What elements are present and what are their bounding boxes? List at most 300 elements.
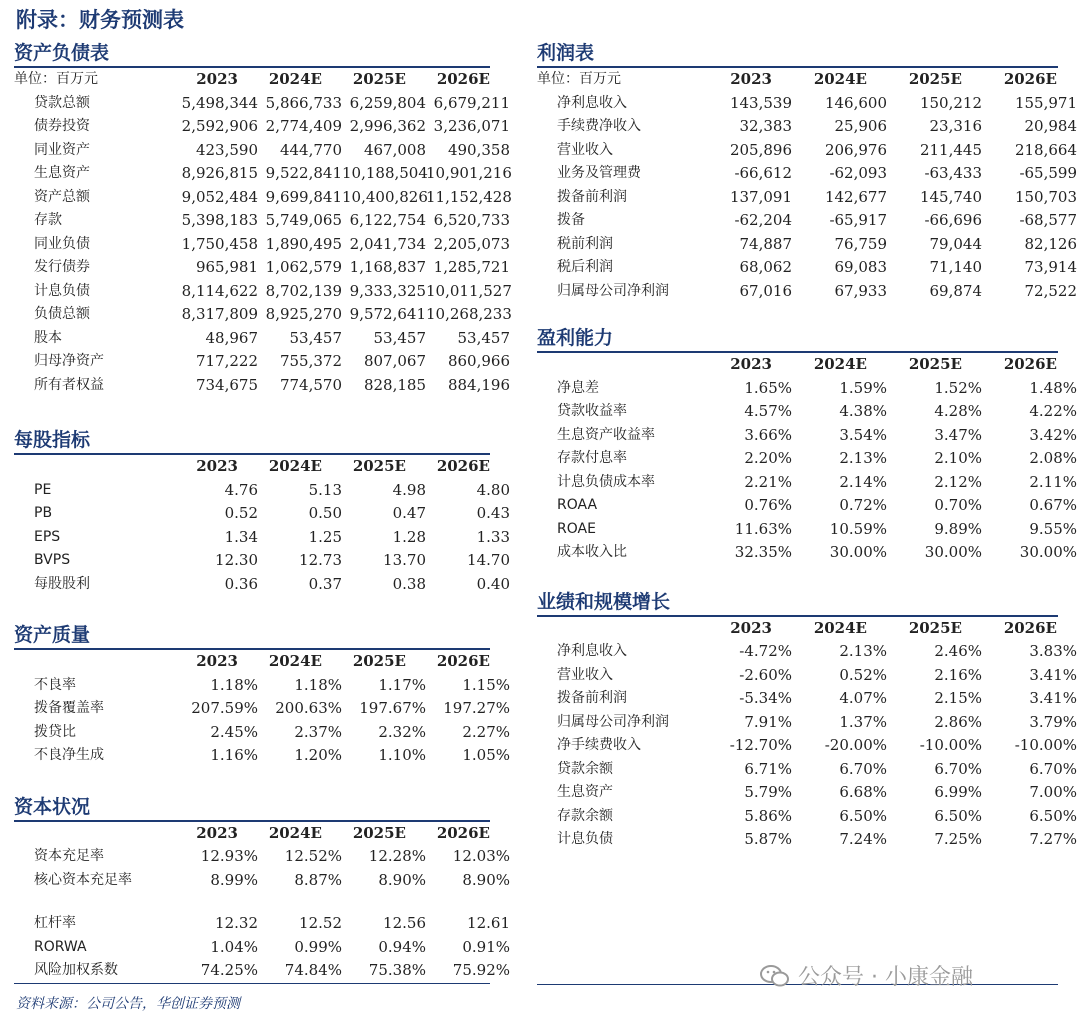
value-cell: 11.63%	[734, 519, 792, 538]
row-label: 归母净资产	[34, 353, 104, 369]
row-label: ROAE	[557, 520, 596, 537]
table-row	[537, 280, 1077, 304]
value-cell: 4.38%	[839, 402, 887, 420]
value-cell: 828,185	[363, 375, 426, 394]
row-label: 存款余额	[557, 807, 613, 824]
header-cell: 2024E	[813, 70, 867, 88]
value-cell: -62,093	[829, 164, 887, 182]
value-cell: 2.37%	[294, 722, 342, 741]
row-label: 存款	[34, 212, 62, 228]
value-cell: 4.07%	[839, 689, 887, 707]
value-cell: 7.91%	[744, 712, 792, 731]
row-label: 生息资产	[34, 165, 90, 181]
value-cell: 4.57%	[744, 402, 792, 420]
source-note: 资料来源：公司公告，华创证券预测	[16, 996, 240, 1012]
table-row	[537, 377, 1077, 401]
table-row	[14, 549, 510, 573]
value-cell: 755,372	[279, 352, 342, 370]
value-cell: 2.08%	[1029, 449, 1077, 467]
value-cell: 200.63%	[275, 699, 342, 717]
value-cell: 67,933	[834, 281, 887, 300]
value-cell: 5,749,065	[265, 211, 342, 229]
table-row	[537, 115, 1077, 139]
table-row	[537, 664, 1077, 688]
value-cell: 2,041,734	[349, 234, 426, 253]
value-cell: 2.10%	[934, 449, 982, 467]
table-row	[14, 280, 512, 304]
header-row	[537, 353, 1058, 377]
value-cell: 0.99%	[294, 937, 342, 956]
value-cell: 884,196	[447, 375, 510, 394]
value-cell: 9.89%	[934, 519, 982, 538]
value-cell: 68,062	[739, 258, 792, 276]
value-cell: 1.15%	[462, 675, 510, 694]
value-cell: 12.28%	[368, 847, 426, 865]
table-row	[14, 674, 510, 698]
value-cell: 205,896	[729, 140, 792, 159]
value-cell: 2.46%	[934, 642, 982, 660]
table-row	[14, 936, 510, 960]
value-cell: 1.37%	[839, 712, 887, 731]
value-cell: 2,774,409	[265, 117, 342, 135]
value-cell: 1.05%	[462, 746, 510, 764]
value-cell: 0.43	[476, 504, 510, 522]
value-cell: -65,917	[829, 211, 887, 229]
value-cell: 10.59%	[829, 519, 887, 538]
value-cell: 6.99%	[934, 783, 982, 801]
row-label: 生息资产收益率	[557, 426, 655, 443]
row-label: 税前利润	[557, 235, 613, 252]
value-cell: -68,577	[1019, 211, 1077, 229]
value-cell: 490,358	[447, 140, 510, 159]
value-cell: -66,696	[924, 211, 982, 229]
value-cell: 12.61	[467, 914, 510, 932]
value-cell: 23,316	[929, 117, 982, 135]
table-row	[14, 115, 510, 139]
header-blank	[537, 617, 677, 641]
value-cell: 1,285,721	[433, 258, 510, 276]
header-cell: 2023	[196, 457, 238, 475]
table-row	[14, 526, 510, 550]
value-cell: 6,679,211	[433, 93, 510, 112]
table-row	[537, 256, 1077, 280]
value-cell: 48,967	[205, 328, 258, 347]
value-cell: 69,083	[834, 258, 887, 276]
header-cell: 2025E	[908, 355, 962, 373]
header-cell: 2025E	[352, 70, 406, 88]
value-cell: 146,600	[824, 93, 887, 112]
table-row	[14, 479, 510, 503]
value-cell: 1.33	[476, 527, 510, 546]
value-cell: 6.50%	[1029, 806, 1077, 825]
value-cell: 1.18%	[294, 675, 342, 694]
value-cell: -62,204	[734, 211, 792, 229]
value-cell: -20.00%	[824, 736, 887, 754]
table-row	[14, 327, 510, 351]
value-cell: 1.20%	[294, 746, 342, 764]
value-cell: 7.24%	[839, 830, 887, 848]
value-cell: 2.21%	[744, 472, 792, 491]
value-cell: 1,890,495	[265, 234, 342, 253]
value-cell: 7.00%	[1029, 783, 1077, 801]
value-cell: 860,966	[447, 352, 510, 370]
row-label: 资产总额	[34, 188, 90, 205]
section-title: 资本状况	[14, 795, 91, 818]
row-label: 发行债券	[34, 259, 90, 275]
value-cell: 1.16%	[210, 746, 258, 764]
row-label: PE	[34, 481, 52, 498]
value-cell: -12.70%	[729, 736, 792, 754]
value-cell: 206,976	[824, 140, 887, 159]
value-cell: 12.73	[299, 551, 342, 569]
watermark-text: 公众号 · 小康金融	[798, 965, 973, 990]
value-cell: 1.28	[392, 527, 426, 546]
row-label: 成本收入比	[557, 544, 627, 560]
table-body	[537, 640, 1077, 852]
value-cell: 73,914	[1024, 258, 1077, 276]
value-cell: 0.52	[224, 504, 258, 522]
value-cell: 3.42%	[1029, 425, 1077, 444]
header-cell: 2025E	[908, 618, 962, 637]
value-cell: 0.67%	[1029, 496, 1077, 514]
value-cell: 10,011,527	[426, 281, 512, 300]
value-cell: 1.48%	[1029, 378, 1077, 397]
value-cell: 150,703	[1014, 187, 1077, 206]
row-label: 拨备覆盖率	[34, 700, 104, 716]
row-label: 拨备前利润	[557, 690, 627, 706]
value-cell: 807,067	[363, 352, 426, 370]
table-row	[14, 869, 510, 893]
row-label: 每股股利	[34, 575, 90, 592]
value-cell: 6,259,804	[349, 93, 426, 112]
value-cell: 3,236,071	[433, 117, 510, 135]
header-blank	[14, 822, 154, 846]
table-row	[537, 447, 1077, 471]
value-cell: 2,592,906	[181, 117, 258, 135]
value-cell: 207.59%	[191, 699, 258, 717]
row-label: 拨备	[557, 212, 585, 228]
table-row	[14, 256, 510, 280]
table-row	[537, 233, 1077, 257]
value-cell: 2.27%	[462, 722, 510, 741]
growth-section	[537, 589, 1077, 852]
value-cell: 0.38	[392, 574, 426, 593]
value-cell: 69,874	[929, 281, 982, 300]
value-cell: 2,996,362	[349, 117, 426, 135]
table-row	[537, 92, 1077, 116]
row-label: 拨贷比	[34, 723, 76, 740]
section-title: 资产负债表	[14, 42, 110, 64]
header-cell: 2023	[730, 355, 772, 373]
row-label: 手续费净收入	[557, 118, 641, 134]
row-label: 税后利润	[557, 259, 613, 275]
value-cell: 2.14%	[839, 472, 887, 491]
table-row	[537, 734, 1077, 758]
table-row	[14, 92, 510, 116]
value-cell: 8.99%	[210, 870, 258, 889]
value-cell: 2.45%	[210, 722, 258, 741]
header-row	[537, 617, 1058, 641]
row-label: 贷款总额	[34, 94, 90, 111]
table-row	[537, 400, 1077, 424]
value-cell: -5.34%	[739, 689, 792, 707]
value-cell: 2.32%	[378, 722, 426, 741]
table-row	[14, 303, 512, 327]
section-title: 利润表	[537, 42, 595, 64]
header-cell: 2026E	[436, 823, 490, 842]
value-cell: 74,887	[739, 234, 792, 253]
table-row	[14, 162, 512, 186]
row-label: 杠杆率	[34, 915, 76, 931]
value-cell: -4.72%	[739, 642, 792, 660]
row-label: 贷款收益率	[557, 403, 627, 419]
row-label: PB	[34, 505, 53, 521]
header-cell: 2024E	[813, 355, 867, 373]
value-cell: 6.71%	[744, 759, 792, 778]
value-cell: 3.66%	[744, 425, 792, 444]
value-cell: 7.27%	[1029, 830, 1077, 848]
value-cell: 53,457	[289, 328, 342, 347]
value-cell: 2.86%	[934, 712, 982, 731]
header-row	[14, 455, 490, 479]
value-cell: 6.70%	[934, 759, 982, 778]
row-label: 核心资本充足率	[34, 871, 132, 888]
value-cell: 6,520,733	[433, 211, 510, 229]
table-row	[14, 209, 510, 233]
value-cell: 6,122,754	[349, 211, 426, 229]
section-bottom-rule	[14, 983, 490, 984]
header-cell: 2023	[730, 618, 772, 637]
value-cell: 10,188,504	[342, 164, 428, 182]
value-cell: 4.22%	[1029, 402, 1077, 420]
spacer-row	[14, 892, 490, 912]
value-cell: 53,457	[373, 328, 426, 347]
row-label: 同业资产	[34, 141, 90, 158]
value-cell: 444,770	[279, 140, 342, 159]
table-row	[537, 139, 1077, 163]
header-blank	[14, 650, 154, 674]
value-cell: 1,062,579	[265, 258, 342, 276]
value-cell: 12.52	[299, 914, 342, 932]
value-cell: 4.28%	[934, 402, 982, 420]
row-label: RORWA	[34, 938, 87, 955]
value-cell: 3.54%	[839, 425, 887, 444]
value-cell: 142,677	[824, 187, 887, 206]
balance-sheet-section	[14, 40, 512, 397]
value-cell: 14.70	[467, 551, 510, 569]
table-row	[537, 162, 1077, 186]
row-label: 所有者权益	[34, 376, 104, 393]
value-cell: 13.70	[383, 551, 426, 569]
value-cell: 1,750,458	[181, 234, 258, 253]
section-title: 盈利能力	[537, 327, 614, 349]
right-column	[537, 40, 1077, 852]
value-cell: 4.98	[392, 480, 426, 499]
value-cell: 1.04%	[210, 937, 258, 956]
value-cell: 3.41%	[1029, 665, 1077, 684]
value-cell: 1.59%	[839, 378, 887, 397]
header-cell: 2026E	[436, 652, 490, 670]
value-cell: 10,400,826	[342, 187, 428, 206]
table-row	[14, 959, 510, 983]
value-cell: 1.17%	[378, 675, 426, 694]
row-label: 计息负债成本率	[557, 473, 655, 490]
row-label: 净息差	[557, 379, 599, 396]
value-cell: 467,008	[363, 140, 426, 159]
value-cell: 2.12%	[934, 472, 982, 491]
value-cell: 0.37	[308, 574, 342, 593]
value-cell: 8,114,622	[181, 281, 258, 300]
table-body	[537, 377, 1077, 565]
table-row	[537, 805, 1077, 829]
value-cell: 8,926,815	[181, 164, 258, 182]
value-cell: 6.50%	[839, 806, 887, 825]
value-cell: 0.47	[392, 504, 426, 522]
header-cell: 2025E	[908, 70, 962, 88]
table-row	[537, 518, 1077, 542]
table-row	[537, 186, 1077, 210]
row-label: EPS	[34, 528, 61, 545]
value-cell: 1.18%	[210, 675, 258, 694]
value-cell: 12.30	[215, 551, 258, 569]
profitability-section	[537, 325, 1077, 565]
row-label: 风险加权系数	[34, 962, 118, 978]
value-cell: -10.00%	[1014, 736, 1077, 754]
row-label: 不良净生成	[34, 747, 104, 763]
row-label: 贷款余额	[557, 760, 613, 777]
value-cell: 53,457	[457, 328, 510, 347]
table-row	[14, 139, 510, 163]
table-row	[537, 424, 1077, 448]
table-body	[537, 92, 1077, 304]
header-cell: 2026E	[1003, 355, 1057, 373]
row-label: 不良率	[34, 676, 76, 693]
row-label: 股本	[34, 329, 62, 346]
value-cell: 9.55%	[1029, 519, 1077, 538]
header-row	[14, 68, 490, 92]
table-row	[537, 494, 1077, 518]
value-cell: 1.52%	[934, 378, 982, 397]
header-cell: 2026E	[436, 457, 490, 475]
header-blank	[537, 353, 677, 377]
value-cell: -65,599	[1019, 164, 1077, 182]
header-cell: 2023	[196, 823, 238, 842]
value-cell: 143,539	[729, 93, 792, 112]
row-label: 同业负债	[34, 235, 90, 252]
header-row	[14, 650, 490, 674]
value-cell: 12.03%	[452, 847, 510, 865]
value-cell: 1.34	[224, 527, 258, 546]
row-label: 营业收入	[557, 666, 613, 683]
value-cell: 4.80	[476, 480, 510, 499]
value-cell: 67,016	[739, 281, 792, 300]
value-cell: 5,866,733	[265, 93, 342, 112]
value-cell: 0.76%	[744, 496, 792, 514]
header-cell: 2024E	[813, 618, 867, 637]
value-cell: 1,168,837	[349, 258, 426, 276]
value-cell: 5,498,344	[181, 93, 258, 112]
section-title: 每股指标	[14, 429, 91, 451]
row-label: BVPS	[34, 552, 71, 568]
value-cell: 9,572,641	[349, 305, 426, 323]
value-cell: 2.11%	[1029, 472, 1077, 491]
table-row	[537, 711, 1077, 735]
unit-label: 单位：百万元	[14, 71, 98, 87]
header-cell: 2023	[196, 70, 238, 88]
value-cell: 137,091	[729, 187, 792, 206]
per-share-section	[14, 427, 510, 596]
row-label: 营业收入	[557, 141, 613, 158]
row-label: 拨备前利润	[557, 188, 627, 205]
header-row	[537, 68, 1058, 92]
value-cell: 211,445	[919, 140, 982, 159]
value-cell: 2.15%	[934, 689, 982, 707]
income-statement-section	[537, 40, 1077, 303]
value-cell: 2.13%	[839, 449, 887, 467]
table-row	[537, 471, 1077, 495]
value-cell: -10.00%	[919, 736, 982, 754]
value-cell: 8,925,270	[265, 305, 342, 323]
value-cell: 0.40	[476, 574, 510, 593]
value-cell: 5.79%	[744, 783, 792, 801]
value-cell: 75.92%	[452, 961, 510, 979]
wechat-icon	[760, 964, 790, 988]
value-cell: -66,612	[734, 164, 792, 182]
value-cell: 74.25%	[200, 961, 258, 979]
table-row	[537, 541, 1077, 565]
header-cell: 2026E	[1003, 70, 1057, 88]
header-cell: 2026E	[1003, 618, 1057, 637]
value-cell: 76,759	[834, 234, 887, 253]
value-cell: 12.32	[215, 914, 258, 932]
table-row	[537, 758, 1077, 782]
value-cell: 75.38%	[368, 961, 426, 979]
table-row	[14, 845, 510, 869]
table-row	[537, 687, 1077, 711]
value-cell: 3.83%	[1029, 642, 1077, 660]
value-cell: 774,570	[279, 375, 342, 394]
table-row	[14, 350, 510, 374]
row-label: 归属母公司净利润	[557, 282, 669, 299]
table-body	[14, 479, 510, 597]
table-row	[14, 233, 510, 257]
value-cell: 0.50	[308, 504, 342, 522]
table-row	[14, 374, 510, 398]
value-cell: 30.00%	[1019, 543, 1077, 561]
value-cell: 1.10%	[378, 746, 426, 764]
table-row	[537, 781, 1077, 805]
value-cell: 2.16%	[934, 665, 982, 684]
row-label: 负债总额	[34, 306, 90, 322]
value-cell: 9,333,325	[349, 281, 426, 300]
value-cell: 965,981	[195, 258, 258, 276]
header-cell: 2026E	[436, 70, 490, 88]
value-cell: 423,590	[195, 140, 258, 159]
value-cell: 11,152,428	[426, 187, 512, 206]
value-cell: 3.47%	[934, 425, 982, 444]
table-body	[14, 92, 512, 398]
table-row	[14, 697, 510, 721]
value-cell: 7.25%	[934, 830, 982, 848]
row-label: 资本充足率	[34, 848, 104, 864]
row-label: 生息资产	[557, 784, 613, 800]
value-cell: 71,140	[929, 258, 982, 276]
value-cell: 5.86%	[744, 806, 792, 825]
page-title: 附录：财务预测表	[16, 8, 184, 32]
header-row	[14, 822, 490, 846]
row-label: 计息负债	[557, 831, 613, 847]
value-cell: -2.60%	[739, 665, 792, 684]
